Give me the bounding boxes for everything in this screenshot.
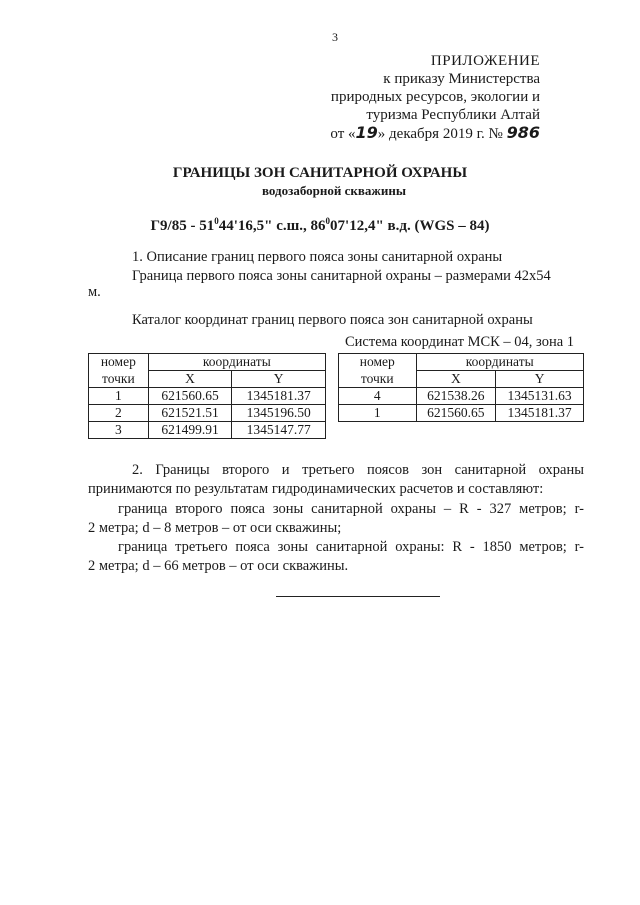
- table-row: 4 621538.26 1345131.63: [339, 388, 584, 405]
- header-x: X: [416, 371, 496, 388]
- section-2-line-4: 2 метра; d – 8 метров – от оси скважины;: [88, 520, 342, 536]
- document-subtitle: водозаборной скважины: [262, 183, 406, 198]
- handwritten-order-number: 986: [506, 123, 540, 142]
- annex-line-3: туризма Республики Алтай: [366, 107, 540, 123]
- date-prefix: от «: [330, 126, 356, 142]
- document-title: ГРАНИЦЫ ЗОН САНИТАРНОЙ ОХРАНЫ: [172, 165, 468, 181]
- table-row: 1 621560.65 1345181.37: [339, 405, 584, 422]
- annex-block: [330, 52, 540, 143]
- section-1-title: 1. Описание границ первого пояса зоны санитарной охраны: [132, 249, 503, 265]
- section-1-size: Граница первого пояса зоны санитарной охраны – размерами 42х54: [132, 268, 551, 284]
- header-coordinates: координаты: [148, 354, 325, 371]
- section-2-line-5: граница третьего пояса зоны санитарной охраны: R - 1850 метров; r-: [118, 539, 584, 555]
- coordinate-system-caption: Система координат МСК – 04, зона 1: [345, 334, 575, 350]
- closing-rule: [276, 596, 440, 597]
- header-y: Y: [232, 371, 326, 388]
- handwritten-day: 19: [355, 123, 378, 142]
- header-point-top: номер: [89, 354, 149, 371]
- header-x: X: [148, 371, 232, 388]
- annex-title: ПРИЛОЖЕНИЕ: [430, 53, 540, 69]
- section-1-size-unit: м.: [88, 284, 101, 300]
- page-number: 3: [332, 30, 338, 44]
- table-row: 3 621499.91 1345147.77: [89, 422, 326, 439]
- section-2-line-2: принимаются по результатам гидродинамических расчетов и составляют:: [88, 481, 544, 497]
- coordinates-table-right: [338, 353, 584, 422]
- header-y: Y: [496, 371, 584, 388]
- annex-line-1: к приказу Министерства: [383, 71, 540, 87]
- annex-line-2: природных ресурсов, экологии и: [330, 89, 540, 105]
- catalog-caption: Каталог координат границ первого пояса зон санитарной охраны: [132, 312, 533, 328]
- table-row: 1 621560.65 1345181.37: [89, 388, 326, 405]
- header-point-bottom: точки: [89, 371, 149, 388]
- header-point-bottom: точки: [339, 371, 417, 388]
- header-point-top: номер: [339, 354, 417, 371]
- coordinates-table-left: [88, 353, 326, 439]
- section-2-line-1: 2. Границы второго и третьего поясов зон санитарной охраны: [132, 462, 584, 478]
- annex-date-line: [330, 124, 540, 143]
- date-suffix: » декабря 2019 г. №: [377, 126, 503, 142]
- section-2-line-3: граница второго пояса зоны санитарной охраны – R - 327 метров; r-: [118, 501, 584, 517]
- well-coordinates: $Г9/85 - 51^044'16,5$" с.ш., $86^007'12,4$" в.д. (WGS – 84): [150, 216, 490, 234]
- section-2-line-6: 2 метра; d – 66 метров – от оси скважины.: [88, 558, 349, 574]
- header-coordinates: координаты: [416, 354, 584, 371]
- table-row: 2 621521.51 1345196.50: [89, 405, 326, 422]
